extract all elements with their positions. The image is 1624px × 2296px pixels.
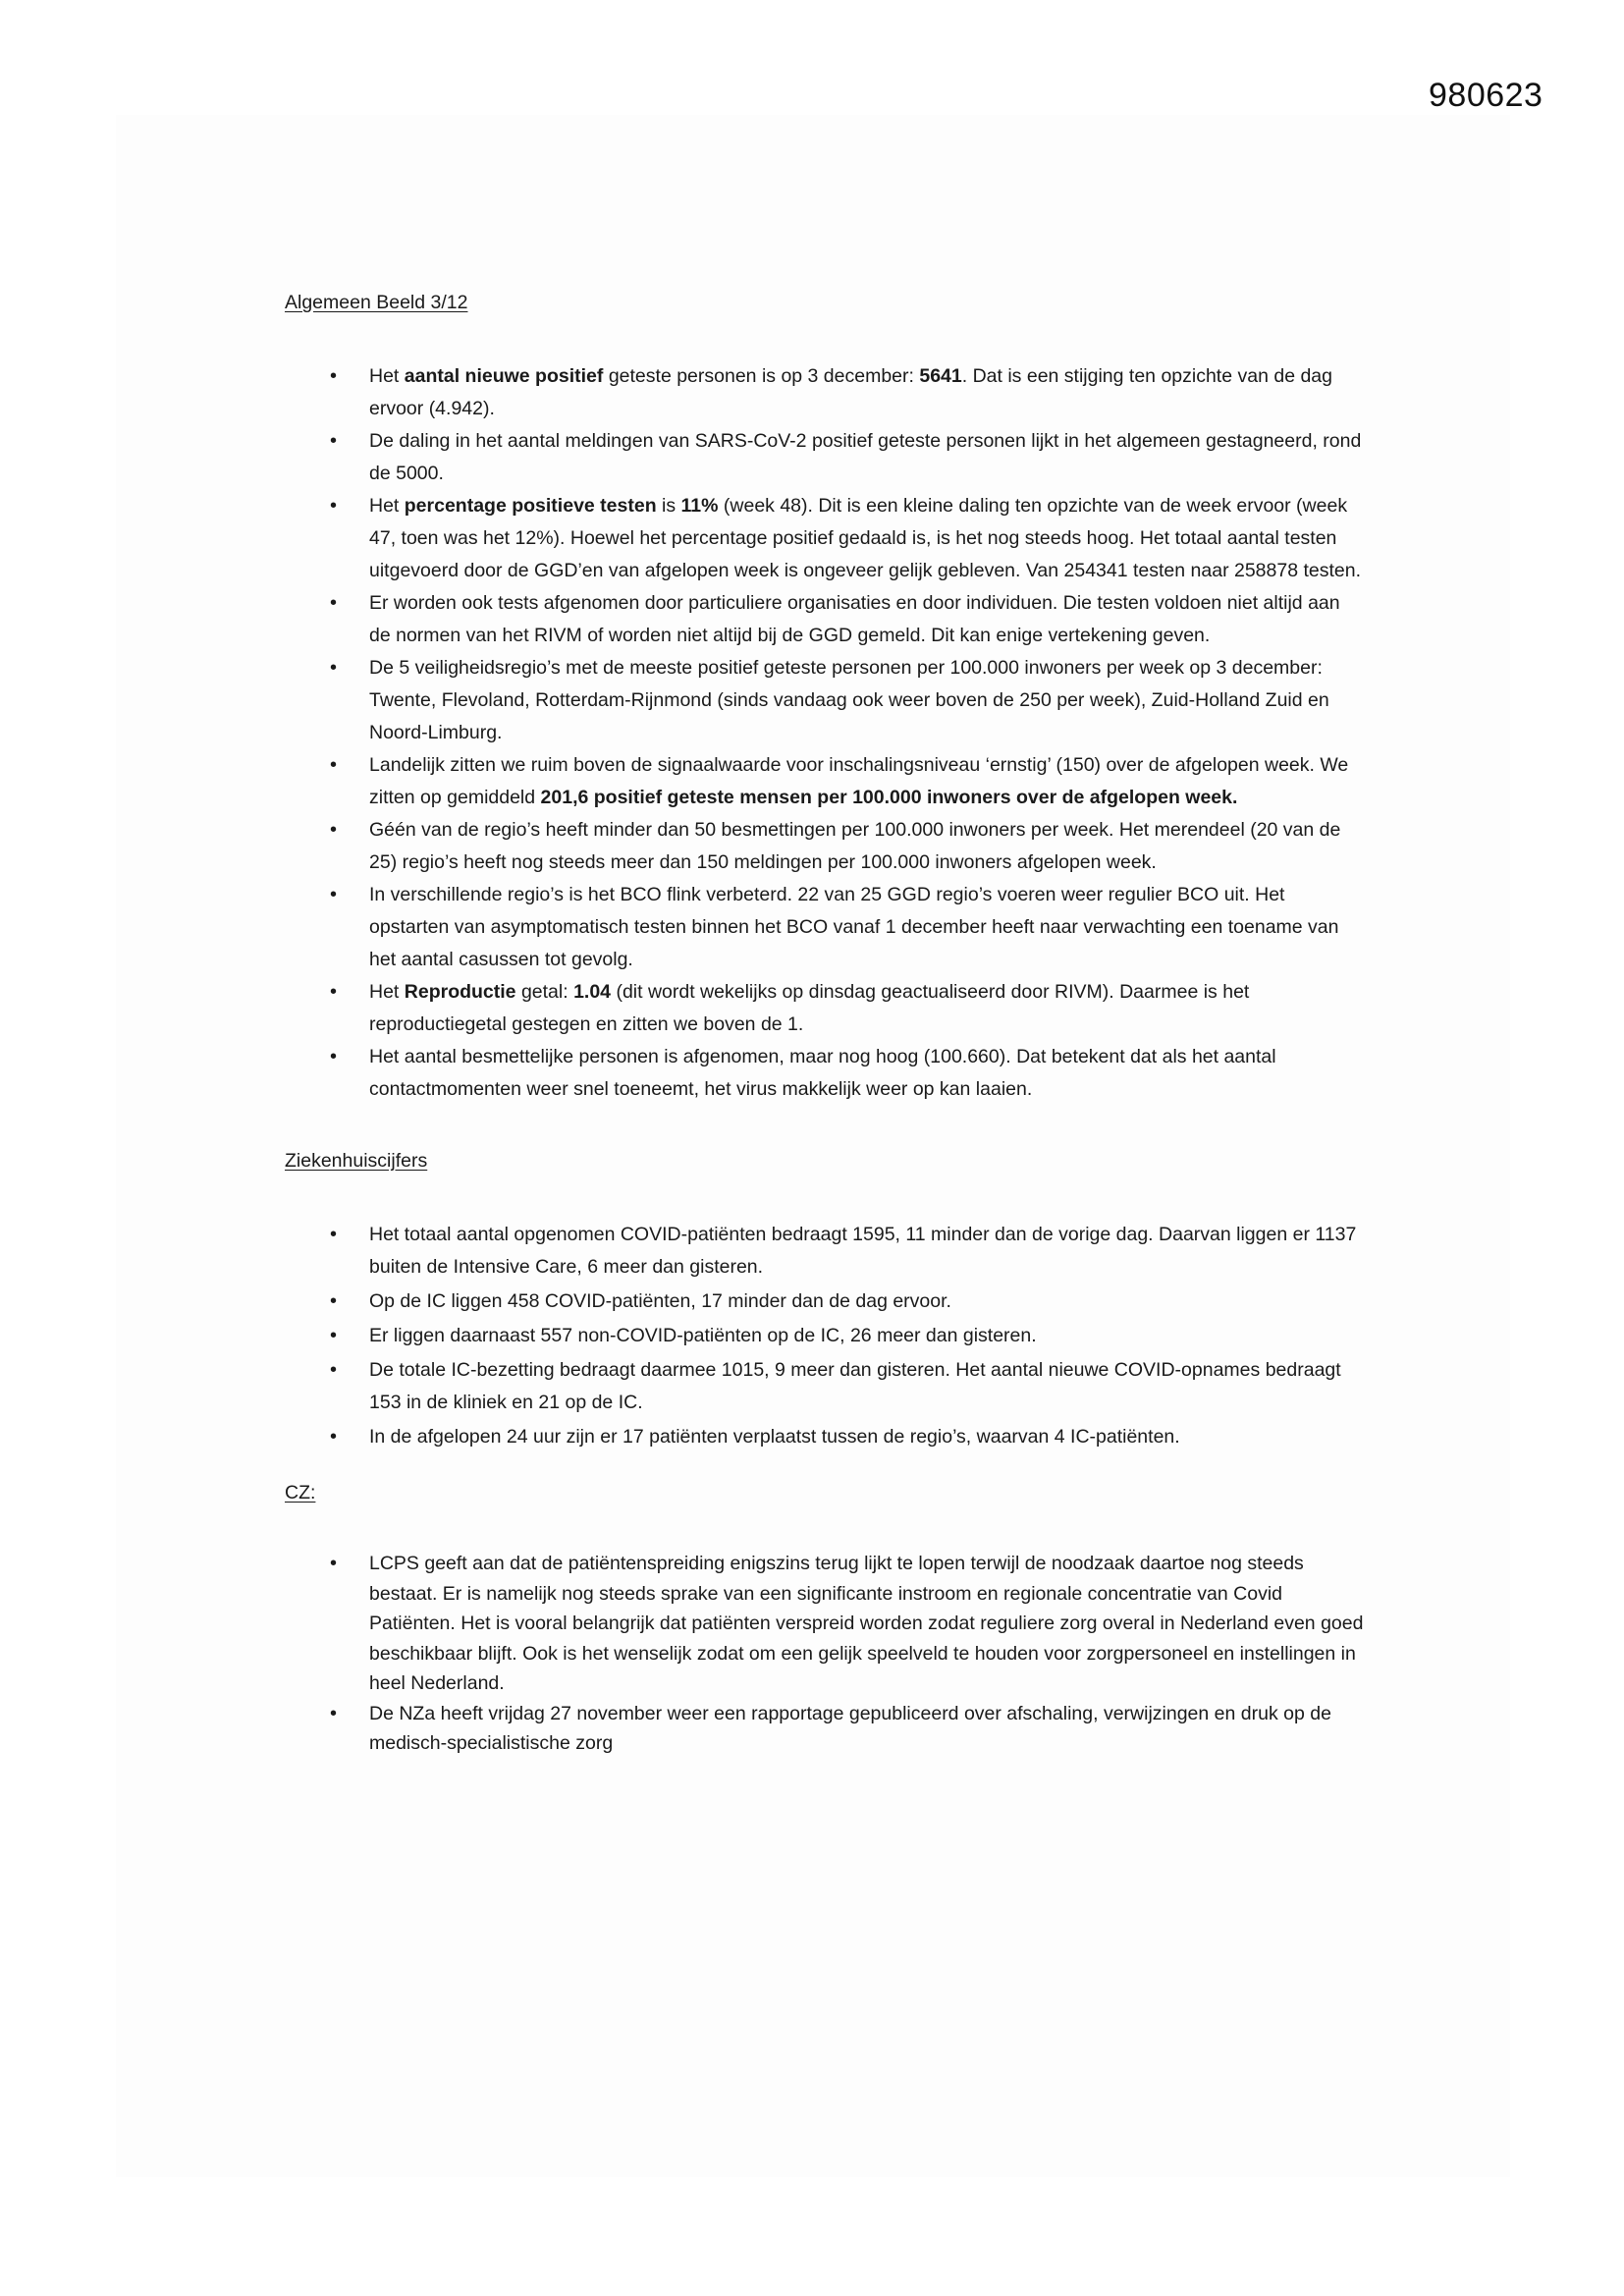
bullet-item [369, 1421, 1365, 1453]
text: In verschillende regio’s is het BCO flink verbeterd. 22 van 25 GGD regio’s voeren weer regulier BCO uit. Het opstarten van asymptomatisch testen binnen het BCO vanaf 1 december heeft naar verwachting een toename van het aantal casussen tot gevolg. [369, 884, 1339, 970]
section-title: CZ: [285, 1482, 316, 1503]
text: Het [369, 495, 405, 517]
section-title: Ziekenhuiscijfers [285, 1150, 428, 1172]
text: LCPS geeft aan dat de patiëntenspreiding enigszins terug lijkt te lopen terwijl de noodzaak daartoe nog steeds bestaat. Er is namelijk nog steeds sprake van een significante instroom en regionale concentratie van Covid Patiënten. Het is vooral belangrijk dat patiënten verspreid worden zodat reguliere zorg overal in Nederland even goed beschikbaar blijft. Ook is het wenselijk zodat om een gelijk speelveld te houden voor zorgpersoneel en instellingen in heel Nederland. [369, 1553, 1364, 1694]
text: Er worden ook tests afgenomen door particuliere organisaties en door individuen. Die testen voldoen niet altijd aan de normen van het RIVM of worden niet altijd bij de GGD gemeld. Dit kan enige vertekening geven. [369, 592, 1340, 646]
bullet-list [285, 360, 1365, 1106]
bold-text: Reproductie [404, 981, 516, 1003]
bullet-item [369, 1320, 1365, 1352]
bold-text: 201,6 positief geteste mensen per 100.000 inwoners over de afgelopen week. [540, 787, 1238, 808]
text: . Dat is een stijging ten opzichte van de dag ervoor (4.942). [369, 365, 1332, 419]
text: Géén van de regio’s heeft minder dan 50 besmettingen per 100.000 inwoners per week. Het merendeel (20 van de 25) regio’s heeft nog steeds meer dan 150 meldingen per 100.000 inwoners afgelopen week. [369, 819, 1341, 873]
bullet-item [369, 1219, 1365, 1284]
bullet-list [285, 1549, 1365, 1759]
bullet-item [369, 879, 1365, 976]
bullet-list [285, 1219, 1365, 1453]
bullet-item [369, 360, 1365, 425]
bullet-item [369, 1041, 1365, 1106]
text: (dit wordt wekelijks op dinsdag geactualiseerd door RIVM). Daarmee is het reproductiegetal gestegen en zitten we boven de 1. [369, 981, 1250, 1035]
section-algemeen-beeld [285, 287, 1365, 1106]
bullet-item [369, 749, 1365, 814]
text: Op de IC liggen 458 COVID-patiënten, 17 minder dan de dag ervoor. [369, 1290, 951, 1312]
text: Het totaal aantal opgenomen COVID-patiënten bedraagt 1595, 11 minder dan de vorige dag. Daarvan liggen er 1137 buiten de Intensive Care, 6 meer dan gisteren. [369, 1224, 1357, 1278]
text: De NZa heeft vrijdag 27 november weer een rapportage gepubliceerd over afschaling, verwijzingen en druk op de medisch-specialistische zorg [369, 1702, 1331, 1754]
text: (week 48). Dit is een kleine daling ten opzichte van de week ervoor (week 47, toen was het 12%). Hoewel het percentage positief gedaald is, is het nog steeds hoog. Het totaal aantal testen uitgevoerd door de GGD’en van afgelopen week is ongeveer gelijk gebleven. Van 254341 testen naar 258878 testen. [369, 495, 1362, 581]
bullet-item [369, 587, 1365, 652]
bullet-item [369, 652, 1365, 749]
bullet-item [369, 1549, 1365, 1699]
bold-text: aantal nieuwe positief [404, 365, 604, 387]
bold-text: 5641 [919, 365, 962, 387]
bullet-item [369, 976, 1365, 1041]
bold-text: 1.04 [573, 981, 612, 1003]
text: geteste personen is op 3 december: [603, 365, 920, 387]
text: Het aantal besmettelijke personen is afgenomen, maar nog hoog (100.660). Dat betekent dat als het aantal contactmomenten weer snel toeneemt, het virus makkelijk weer op kan laaien. [369, 1046, 1276, 1100]
text: Het [369, 365, 405, 387]
bullet-item [369, 1699, 1365, 1759]
text: In de afgelopen 24 uur zijn er 17 patiënten verplaatst tussen de regio’s, waarvan 4 IC-patiënten. [369, 1426, 1180, 1448]
text: Het [369, 981, 405, 1003]
bullet-item [369, 1285, 1365, 1318]
bullet-item [369, 814, 1365, 879]
bullet-item [369, 490, 1365, 587]
section-ziekenhuiscijfers [285, 1145, 1365, 1453]
text: De totale IC-bezetting bedraagt daarmee 1015, 9 meer dan gisteren. Het aantal nieuwe COVID-opnames bedraagt 153 in de kliniek en 21 op de IC. [369, 1359, 1341, 1413]
text: De 5 veiligheidsregio’s met de meeste positief geteste personen per 100.000 inwoners per week op 3 december: Twente, Flevoland, Rotterdam-Rijnmond (sinds vandaag ook weer boven de 250 per week), Zuid-Holland Zuid en Noord-Limburg. [369, 657, 1329, 743]
bullet-item [369, 1354, 1365, 1419]
bold-text: percentage positieve testen [404, 495, 657, 517]
section-title: Algemeen Beeld 3/12 [285, 292, 468, 313]
text: getal: [515, 981, 574, 1003]
bold-text: 11% [680, 495, 719, 517]
text: is [656, 495, 681, 517]
text: De daling in het aantal meldingen van SARS-CoV-2 positief geteste personen lijkt in het algemeen gestagneerd, rond de 5000. [369, 430, 1362, 484]
bullet-item [369, 425, 1365, 490]
document-body [285, 287, 1365, 1759]
section-cz [285, 1477, 1365, 1759]
document-id: 980623 [1429, 77, 1543, 114]
text: Landelijk zitten we ruim boven de signaalwaarde voor inschalingsniveau ‘ernstig’ (150) over de afgelopen week. We zitten op gemiddeld [369, 754, 1349, 808]
text: Er liggen daarnaast 557 non-COVID-patiënten op de IC, 26 meer dan gisteren. [369, 1325, 1037, 1346]
